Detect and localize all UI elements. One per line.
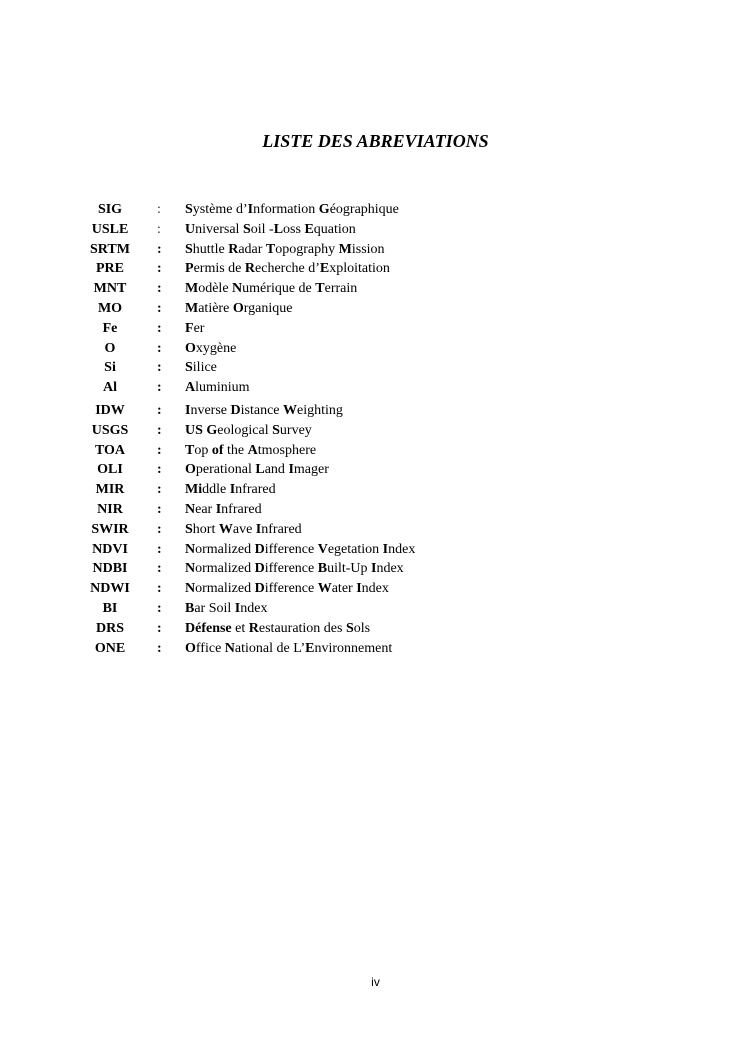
definition-text: ar Soil [194, 600, 235, 616]
definition-initial: I [356, 581, 362, 597]
definition-text: nfrared [235, 482, 276, 498]
abbreviation-term: NDVI [92, 541, 128, 557]
abbreviation-term: DRS [95, 620, 124, 636]
abbreviation-row [86, 421, 606, 441]
abbreviation-row [86, 200, 606, 220]
definition-initial: S [185, 521, 193, 537]
abbreviation-definition [185, 259, 390, 279]
abbreviation-row [86, 639, 606, 659]
abbreviation-term: Fe [102, 320, 118, 336]
definition-text: ndex [240, 600, 268, 616]
separator-colon: : [157, 561, 162, 577]
abbreviation-term: USLE [91, 221, 129, 237]
separator-colon: : [157, 581, 162, 597]
abbreviation-term: NDBI [92, 561, 128, 577]
definition-text: estauration des [258, 620, 346, 636]
definition-text: xygène [195, 340, 237, 356]
definition-text: ifference [264, 541, 318, 557]
definition-text: and [264, 462, 289, 478]
definition-text: ifference [264, 581, 318, 597]
definition-initial: T [265, 241, 276, 257]
definition-text: er [193, 320, 205, 336]
abbreviation-definition [185, 279, 357, 299]
abbreviation-row [86, 520, 606, 540]
definition-initial: W [317, 581, 332, 597]
definition-text: huttle [192, 241, 229, 257]
definition-text: mager [293, 462, 329, 478]
separator-colon: : [157, 261, 162, 277]
definition-initial: S [272, 422, 280, 438]
definition-text: ormalized [195, 581, 255, 597]
definition-text: eighting [297, 402, 343, 418]
abbreviation-definition [185, 540, 415, 560]
definition-initial: S [242, 221, 251, 237]
definition-text: nverse [190, 402, 231, 418]
definition-text: oss [283, 221, 305, 237]
definition-initial: US [185, 422, 203, 438]
abbreviation-definition [185, 378, 250, 398]
abbreviation-row [86, 279, 606, 299]
definition-text: the [223, 442, 248, 458]
separator-colon: : [157, 202, 161, 217]
definition-initial: I [371, 561, 377, 577]
definition-initial: D [254, 541, 265, 557]
abbreviation-definition [185, 639, 392, 659]
abbreviation-term: Al [103, 380, 117, 396]
definition-initial: I [229, 482, 236, 498]
definition-initial: I [288, 462, 294, 478]
abbreviation-definition [185, 200, 399, 220]
separator-colon: : [157, 281, 162, 297]
page-title: LISTE DES ABREVIATIONS [262, 131, 489, 151]
definition-initial: G [206, 422, 218, 438]
definition-text: odèle [198, 281, 233, 297]
definition-text: nfrared [221, 501, 262, 517]
abbreviation-definition [185, 599, 267, 619]
definition-initial: P [185, 261, 194, 277]
definition-initial: F [185, 320, 194, 336]
definition-text: ormalized [195, 541, 255, 557]
definition-text: ave [232, 521, 256, 537]
definition-text: ndex [361, 581, 389, 597]
definition-text: xploitation [329, 261, 390, 277]
definition-initial: V [317, 541, 328, 557]
abbreviation-definition [185, 401, 343, 421]
abbreviation-row [86, 319, 606, 339]
abbreviation-term: SIG [97, 202, 123, 217]
abbreviation-term: SRTM [90, 241, 130, 257]
definition-initial: N [185, 541, 196, 557]
abbreviation-term: NIR [97, 501, 123, 517]
definition-initial: T [315, 281, 325, 297]
definition-initial: R [228, 241, 239, 257]
abbreviation-term: USGS [91, 422, 129, 438]
definition-text: oil - [250, 221, 274, 237]
definition-initial: I [215, 501, 222, 517]
definition-text: atière [198, 300, 233, 316]
definition-initial: G [318, 202, 330, 217]
separator-colon: : [157, 402, 162, 418]
definition-initial: M [185, 300, 199, 316]
abbreviation-term: PRE [96, 261, 124, 277]
definition-text: ystème d’ [192, 202, 248, 217]
abbreviation-row [86, 378, 606, 398]
definition-text: nformation [253, 202, 319, 217]
definition-text: errain [324, 281, 358, 297]
abbreviation-row [86, 460, 606, 480]
separator-colon: : [157, 600, 162, 616]
definition-initial: M [338, 241, 352, 257]
separator-colon: : [157, 380, 162, 396]
abbreviation-term: BI [102, 600, 118, 616]
separator-colon: : [157, 340, 162, 356]
definition-text: op [194, 442, 212, 458]
abbreviation-definition [185, 619, 370, 639]
definition-initial: E [319, 261, 330, 277]
abbreviation-row [86, 579, 606, 599]
definition-text: ndex [388, 541, 416, 557]
definition-text: ational de L’ [234, 640, 306, 656]
definition-initial: O [185, 462, 196, 478]
definition-initial: R [244, 261, 256, 277]
separator-colon: : [157, 462, 162, 478]
definition-initial: S [345, 620, 354, 636]
abbreviation-term: TOA [94, 442, 126, 458]
definition-initial: O [185, 340, 196, 356]
definition-text: uilt-Up [327, 561, 372, 577]
definition-initial: I [234, 600, 241, 616]
definition-initial: E [305, 640, 315, 656]
definition-text: hort [192, 521, 219, 537]
definition-text: rganique [243, 300, 293, 316]
definition-text: egetation [327, 541, 383, 557]
definition-text: adar [238, 241, 266, 257]
abbreviation-row [86, 240, 606, 260]
definition-initial: R [248, 620, 259, 636]
definition-initial: E [304, 221, 314, 237]
abbreviation-row [86, 441, 606, 461]
abbreviation-row [86, 299, 606, 319]
definition-initial: D [254, 561, 265, 577]
definition-text: ear [195, 501, 216, 517]
abbreviation-term: O [104, 340, 116, 356]
separator-colon: : [157, 482, 162, 498]
abbreviation-term: OLI [97, 462, 123, 478]
definition-text: ission [351, 241, 385, 257]
definition-initial: N [232, 281, 243, 297]
separator-colon: : [157, 320, 162, 336]
definition-text: urvey [279, 422, 312, 438]
definition-initial: Mi [185, 482, 203, 498]
abbreviation-term: NDWI [90, 581, 130, 597]
definition-text: eological [217, 422, 273, 438]
definition-initial: L [255, 462, 265, 478]
separator-colon: : [157, 300, 162, 316]
definition-text: ffice [195, 640, 225, 656]
definition-initial: D [230, 402, 241, 418]
definition-initial: I [185, 402, 191, 418]
definition-text: echerche d’ [255, 261, 320, 277]
abbreviation-definition [185, 240, 385, 260]
abbreviation-term: MNT [93, 281, 127, 297]
definition-text: tmosphere [257, 442, 317, 458]
abbreviation-definition [185, 441, 316, 461]
abbreviation-row [86, 500, 606, 520]
definition-initial: N [185, 501, 196, 517]
definition-initial: I [382, 541, 389, 557]
abbreviation-row [86, 599, 606, 619]
definition-text: nfrared [261, 521, 302, 537]
abbreviation-term: MO [97, 300, 123, 316]
abbreviation-row [86, 358, 606, 378]
definition-text: et [231, 620, 249, 636]
definition-initial: W [218, 521, 233, 537]
abbreviation-definition [185, 460, 329, 480]
definition-text: ddle [202, 482, 230, 498]
definition-initial: N [224, 640, 235, 656]
definition-text: umérique de [242, 281, 316, 297]
definition-initial: B [185, 600, 195, 616]
definition-initial: S [185, 241, 193, 257]
abbreviation-definition [185, 319, 204, 339]
definition-initial: A [185, 380, 196, 396]
separator-colon: : [157, 422, 162, 438]
definition-text: perational [195, 462, 256, 478]
definition-initial: Défense [185, 620, 232, 636]
abbreviation-definition [185, 339, 236, 359]
definition-initial: B [317, 561, 328, 577]
abbreviation-row [86, 540, 606, 560]
definition-text: ormalized [195, 561, 255, 577]
definition-initial: T [185, 442, 195, 458]
definition-initial: N [185, 581, 196, 597]
abbreviation-definition [185, 579, 389, 599]
separator-colon: : [157, 442, 162, 458]
definition-initial: O [232, 300, 244, 316]
definition-text: opography [275, 241, 339, 257]
definition-initial: L [273, 221, 284, 237]
definition-initial: I [247, 202, 254, 217]
definition-text: ermis de [193, 261, 245, 277]
abbreviation-definition [185, 358, 217, 378]
definition-text: luminium [195, 380, 250, 396]
definition-text: ifference [264, 561, 318, 577]
separator-colon: : [157, 620, 162, 636]
abbreviation-term: IDW [95, 402, 125, 418]
definition-text: nvironnement [314, 640, 393, 656]
abbreviation-row [86, 220, 606, 240]
abbreviation-row [86, 339, 606, 359]
abbreviation-row [86, 480, 606, 500]
separator-colon: : [157, 241, 162, 257]
separator-colon: : [157, 541, 162, 557]
abbreviation-row [86, 259, 606, 279]
definition-text: ater [331, 581, 357, 597]
page-number: iv [371, 975, 380, 989]
definition-initial: U [185, 221, 196, 237]
abbreviation-definition [185, 220, 356, 240]
abbreviation-definition [185, 480, 276, 500]
definition-initial: S [185, 360, 193, 376]
definition-initial: of [211, 442, 224, 458]
definition-text: ols [353, 620, 371, 636]
definition-text: quation [313, 221, 356, 237]
definition-text: istance [240, 402, 283, 418]
separator-colon: : [157, 521, 162, 537]
abbreviation-list [86, 200, 606, 658]
abbreviation-row [86, 401, 606, 421]
abbreviation-definition [185, 559, 404, 579]
definition-initial: A [247, 442, 258, 458]
abbreviation-term: SWIR [91, 521, 129, 537]
definition-initial: N [185, 561, 196, 577]
separator-colon: : [157, 221, 161, 237]
abbreviation-definition [185, 299, 292, 319]
definition-initial: M [185, 281, 199, 297]
separator-colon: : [157, 640, 162, 656]
definition-text: éographique [329, 202, 399, 217]
abbreviation-term: Si [104, 360, 116, 376]
abbreviation-row [86, 619, 606, 639]
definition-initial: S [185, 202, 193, 217]
abbreviation-definition [185, 500, 262, 520]
abbreviation-row [86, 559, 606, 579]
definition-initial: W [283, 402, 297, 418]
definition-initial: I [255, 521, 262, 537]
separator-colon: : [157, 360, 162, 376]
abbreviation-term: MIR [95, 482, 125, 498]
abbreviation-definition [185, 520, 302, 540]
definition-initial: O [185, 640, 196, 656]
separator-colon: : [157, 501, 162, 517]
abbreviation-term: ONE [94, 640, 126, 656]
abbreviation-definition [185, 421, 312, 441]
definition-initial: D [254, 581, 265, 597]
definition-text: ilice [192, 360, 217, 376]
definition-text: ndex [376, 561, 404, 577]
definition-text: niversal [195, 221, 243, 237]
